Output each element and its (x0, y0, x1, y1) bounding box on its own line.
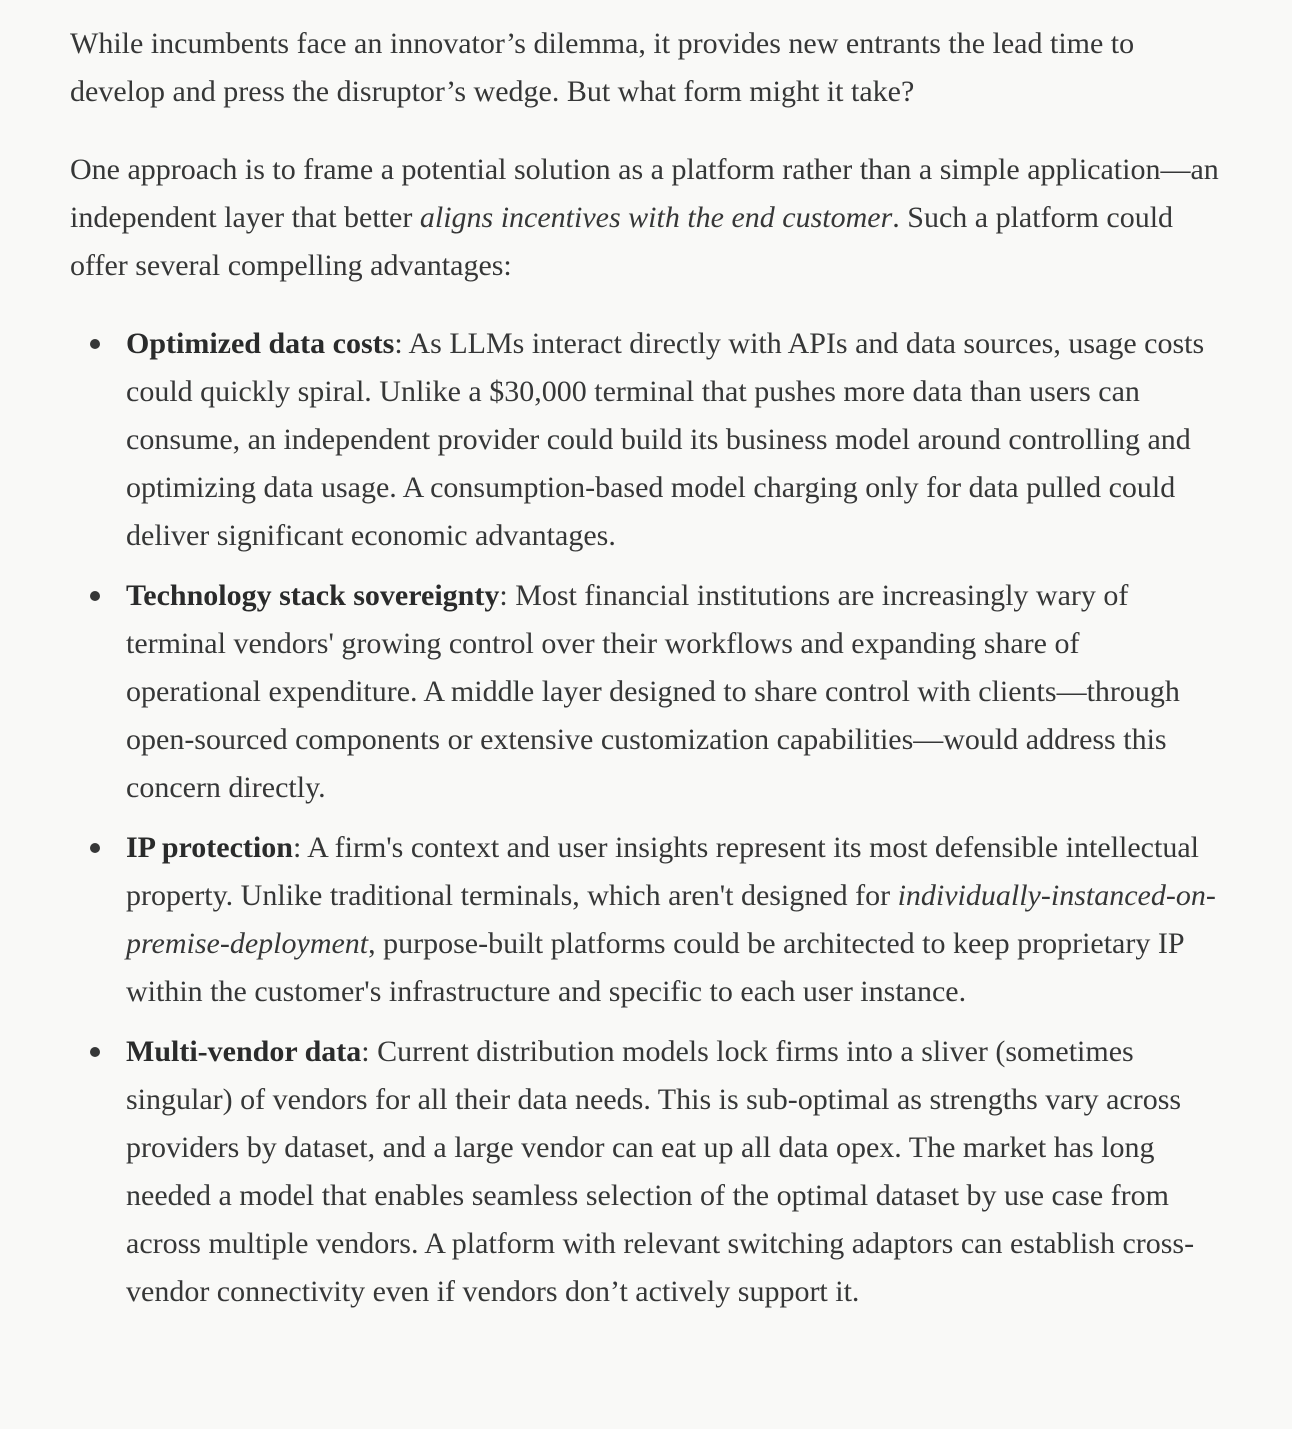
platform-emphasis: aligns incentives with the end customer (419, 201, 893, 234)
list-item-text-start: : A firm's context and user insights represent its most defensible intellectual property. Unlike traditional terminals, which aren't designed for (126, 831, 1199, 912)
list-item-text: : As LLMs interact directly with APIs and data sources, usage costs could quickly spiral. Unlike a $30,000 terminal that pushes more data than users can consume, an independent provider could build its business model around controlling and optimizing data usage. A consumption-based model charging only for data pulled could deliver significant economic advantages. (126, 327, 1205, 552)
article-body (70, 20, 1220, 1328)
list-item-optimized-data-costs (70, 320, 1220, 560)
bullet-icon (90, 1047, 100, 1057)
list-item-technology-stack-sovereignty (70, 572, 1220, 812)
advantages-list (70, 320, 1220, 1316)
list-item-emphasis: individually-instanced-on-premise-deployment (126, 879, 1216, 960)
list-item-text-end: , purpose-built platforms could be architected to keep proprietary IP within the customer's infrastructure and specific to each user instance. (126, 927, 1184, 1008)
list-item-term: Multi-vendor data (126, 1035, 362, 1068)
list-item-term: Optimized data costs (126, 327, 395, 360)
intro-paragraph (70, 20, 1220, 116)
platform-text-end: . Such a platform could offer several compelling advantages: (70, 201, 1174, 282)
list-item-text: : Most financial institutions are increasingly wary of terminal vendors' growing control over their workflows and expanding share of operational expenditure. A middle layer designed to share control with clients—through open-sourced components or extensive customization capabilities—would address this concern directly. (126, 579, 1180, 804)
list-item-text: : Current distribution models lock firms into a sliver (sometimes singular) of vendors for all their data needs. This is sub-optimal as strengths vary across providers by dataset, and a large vendor can eat up all data opex. The market has long needed a model that enables seamless selection of the optimal dataset by use case from across multiple vendors. A platform with relevant switching adaptors can establish cross-vendor connectivity even if vendors don’t actively support it. (126, 1035, 1195, 1308)
list-item-term: Technology stack sovereignty (126, 579, 500, 612)
list-item-term: IP protection (126, 831, 293, 864)
platform-text-start: One approach is to frame a potential solution as a platform rather than a simple application—an independent layer that better (70, 153, 1219, 234)
list-item-multi-vendor-data (70, 1028, 1220, 1316)
platform-paragraph (70, 146, 1220, 290)
bullet-icon (90, 843, 100, 853)
intro-text: While incumbents face an innovator’s dilemma, it provides new entrants the lead time to develop and press the disruptor’s wedge. But what form might it take? (70, 27, 1135, 108)
bullet-icon (90, 591, 100, 601)
bullet-icon (90, 339, 100, 349)
list-item-ip-protection (70, 824, 1220, 1016)
